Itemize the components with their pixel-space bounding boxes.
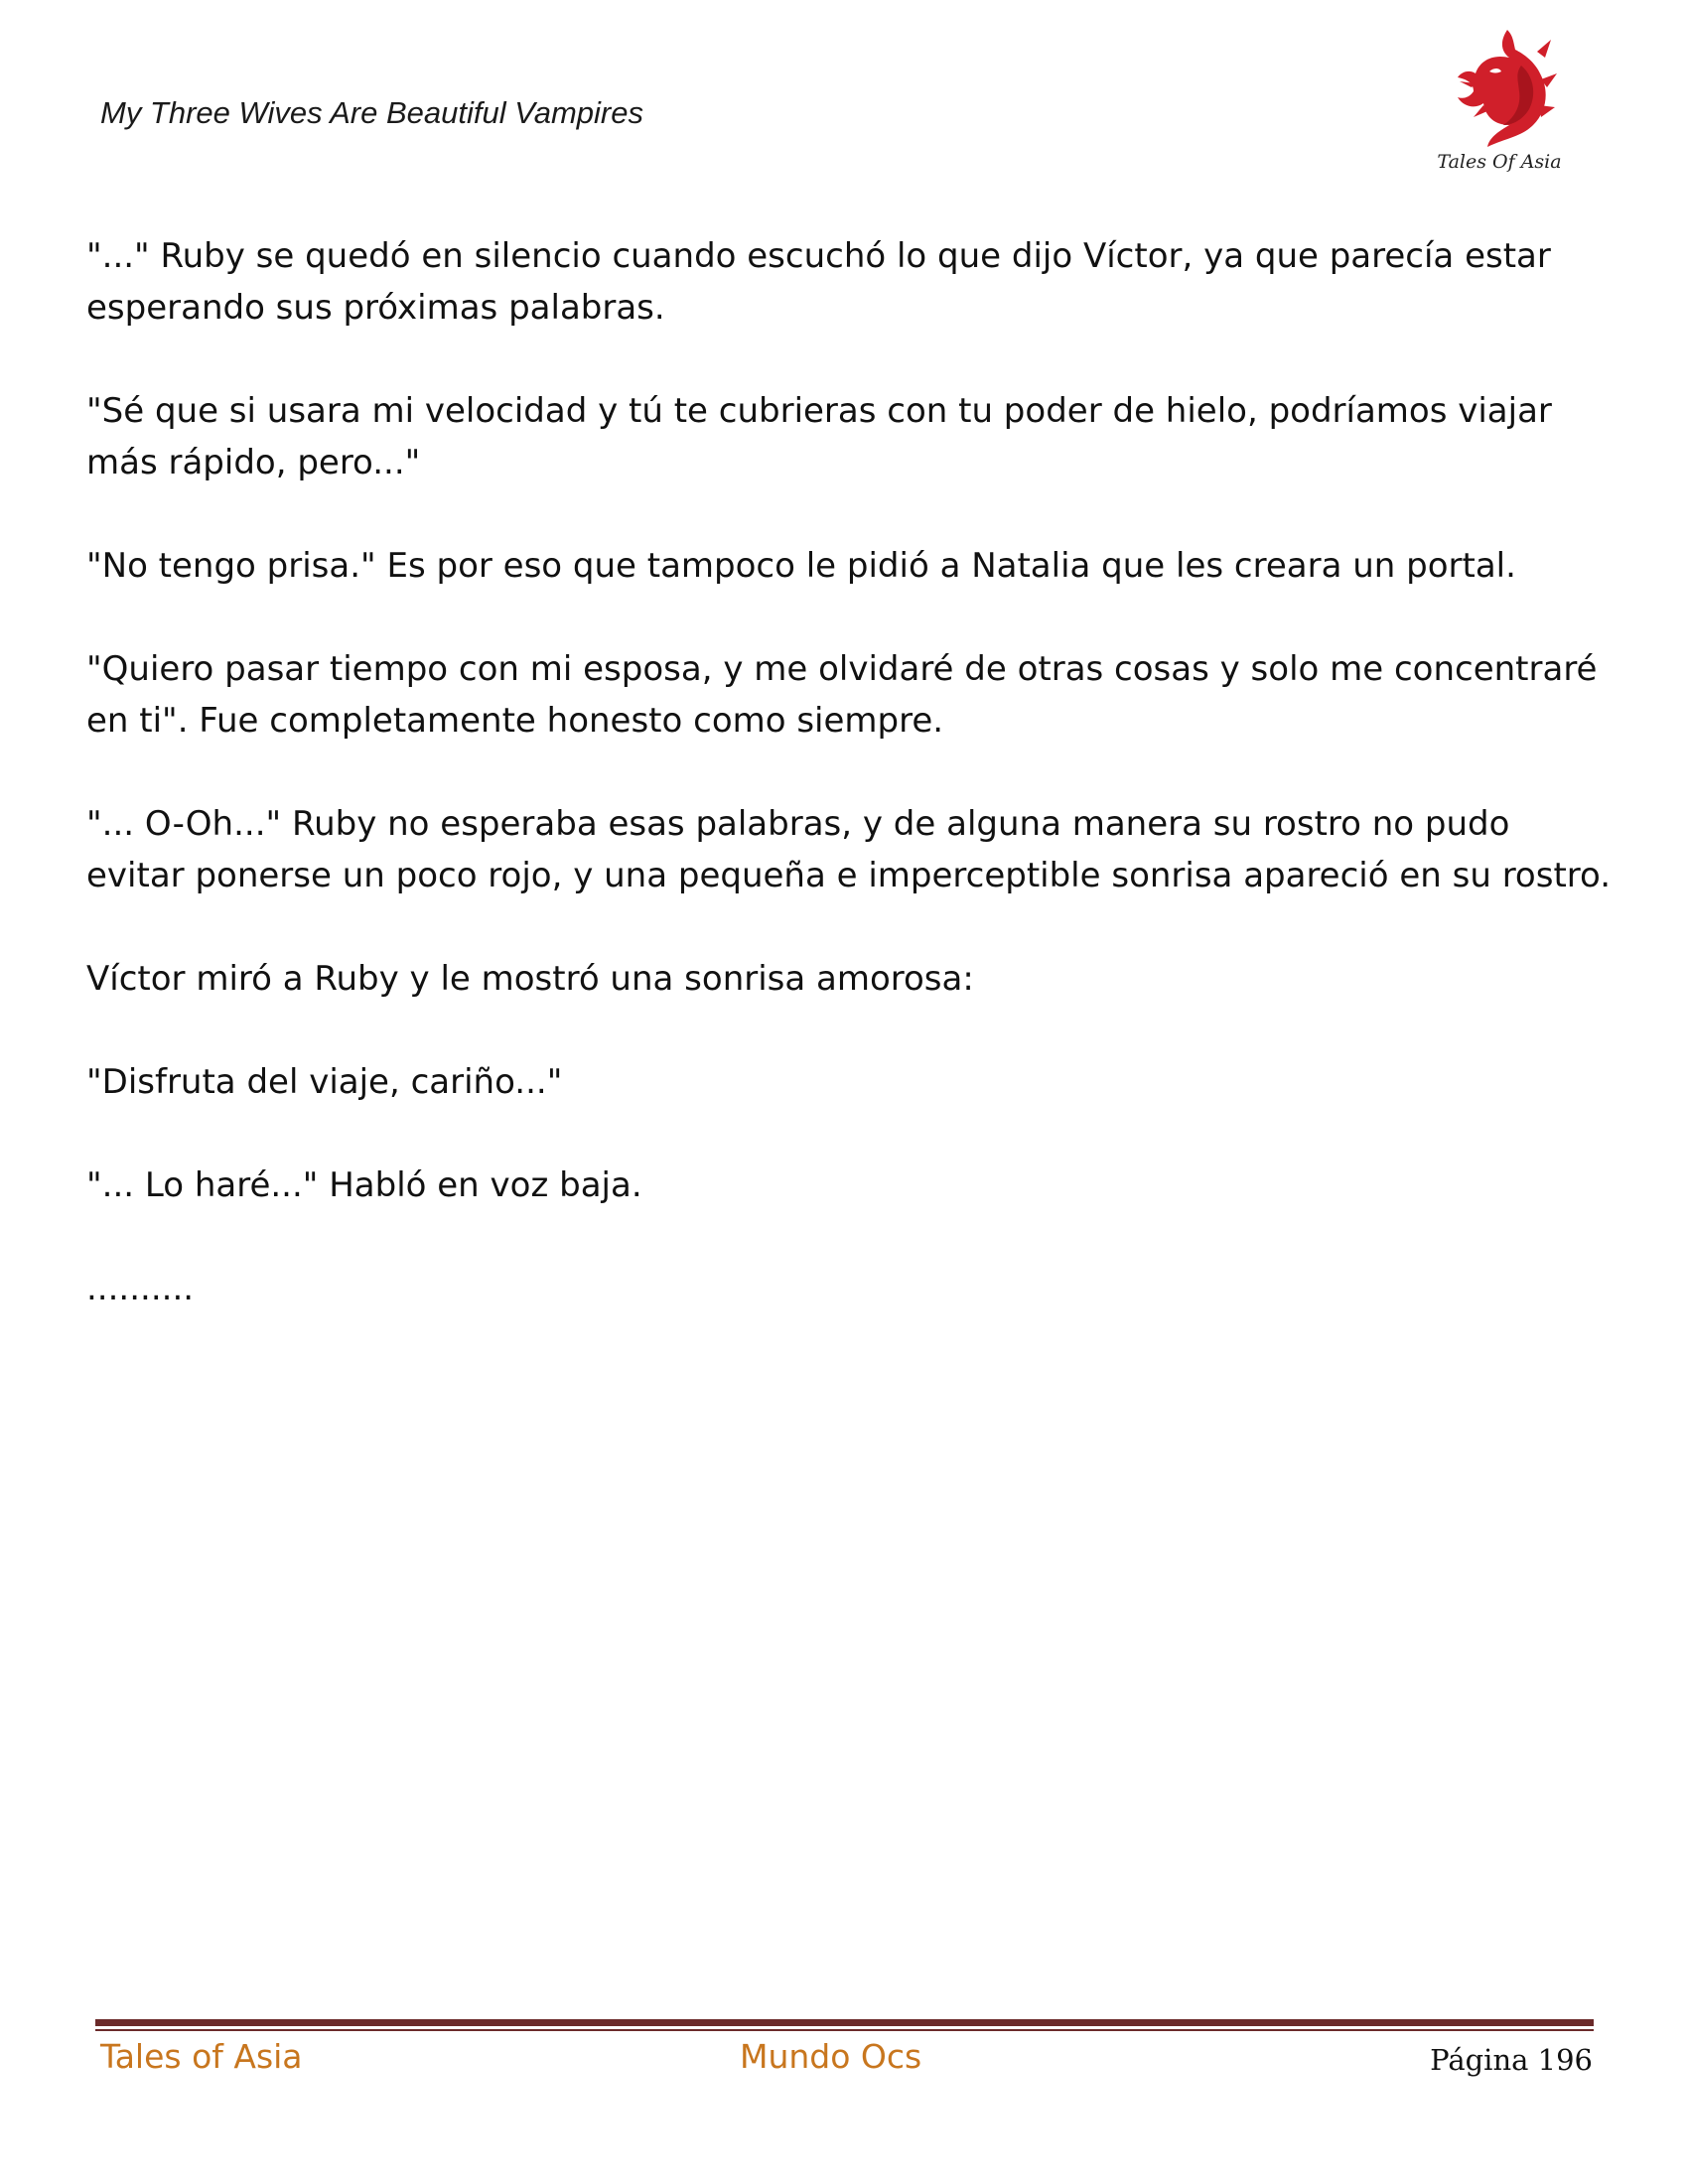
footer-rule-thin [95,2029,1594,2031]
footer-divider [95,2019,1594,2031]
scene-break: .......... [86,1269,195,1308]
paragraph: "No tengo prisa." Es por eso que tampoco le pidió a Natalia que les creara un portal. [86,546,1516,586]
page-number: Página 196 [1430,2043,1593,2077]
paragraph: "Quiero pasar tiempo con mi esposa, y me olvidaré de otras cosas y solo me concentraré en ti". Fue completamente honesto como siempre. [86,649,1609,741]
paragraph: Víctor miró a Ruby y le mostró una sonrisa amorosa: [86,959,974,999]
dragon-logo-icon [1430,22,1569,161]
paragraph: "... Lo haré..." Habló en voz baja. [86,1165,642,1205]
paragraph: "... O-Oh..." Ruby no esperaba esas palabras, y de alguna manera su rostro no pudo evitar ponerse un poco rojo, y una pequeña e imperceptible sonrisa apareció en su rostro. [86,804,1612,895]
paragraph: "..." Ruby se quedó en silencio cuando escuchó lo que dijo Víctor, ya que parecía estar esperando sus próximas palabras. [86,236,1562,328]
footer-publisher: Tales of Asia [100,2037,303,2076]
logo-text: Tales Of Asia [1437,151,1562,173]
footer-site: Mundo Ocs [740,2037,922,2076]
chapter-body [86,230,1616,1366]
footer-rule-thick [95,2019,1594,2026]
paragraph: "Sé que si usara mi velocidad y tú te cubrieras con tu poder de hielo, podríamos viajar más rápido, pero..." [86,391,1563,482]
book-title: My Three Wives Are Beautiful Vampires [100,95,643,130]
paragraph: "Disfruta del viaje, cariño..." [86,1062,563,1102]
publisher-logo [1430,22,1569,181]
